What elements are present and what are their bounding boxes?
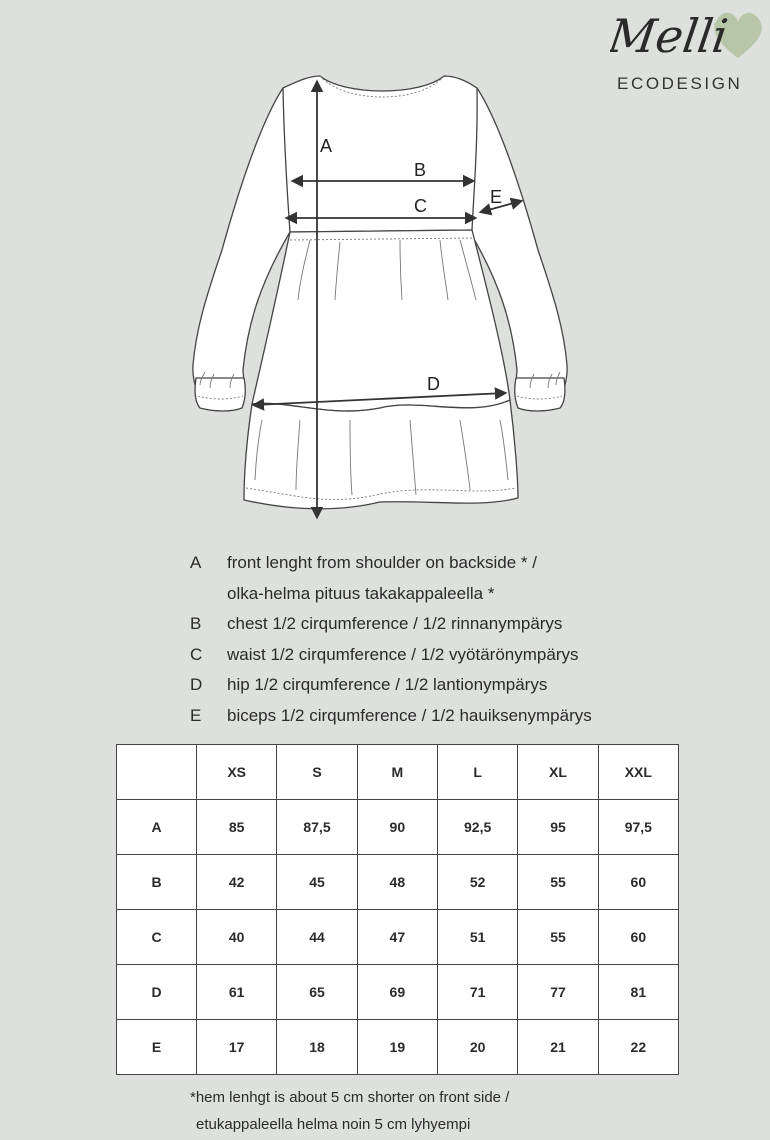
table-cell: 22 (598, 1020, 678, 1075)
legend-text: hip 1/2 cirqumference / 1/2 lantionympärys (227, 675, 548, 694)
size-header: XXL (598, 745, 678, 800)
legend-row (190, 579, 592, 610)
table-cell: 17 (197, 1020, 277, 1075)
legend-row (190, 640, 592, 671)
measurement-legend (190, 548, 592, 731)
skirt-upper-tier (252, 230, 510, 411)
table-cell: 87,5 (277, 800, 357, 855)
legend-key: D (190, 675, 203, 694)
legend-key: C (190, 644, 203, 664)
footnote-line-2: etukappaleella helma noin 5 cm lyhyempi (196, 1116, 471, 1133)
table-cell: 90 (357, 800, 437, 855)
table-cell: 18 (277, 1020, 357, 1075)
table-cell: 51 (437, 910, 517, 965)
legend-text: waist 1/2 cirqumference / 1/2 vyötärönympärys (227, 644, 579, 664)
skirt-lower-tier (244, 400, 518, 509)
row-label: E (117, 1020, 197, 1075)
table-row (117, 965, 679, 1020)
size-header: L (437, 745, 517, 800)
legend-row (190, 701, 592, 732)
bodice (283, 76, 477, 232)
label-e: E (490, 187, 503, 207)
table-cell: 92,5 (437, 800, 517, 855)
table-cell: 44 (277, 910, 357, 965)
signature-text: Melli (610, 9, 732, 63)
label-a: A (320, 136, 333, 156)
row-label: C (117, 910, 197, 965)
table-cell: 77 (518, 965, 598, 1020)
row-label: B (117, 855, 197, 910)
legend-key: A (190, 553, 202, 572)
table-row (117, 855, 679, 910)
brand-subtitle: ECODESIGN (617, 74, 743, 93)
right-cuff (515, 378, 565, 411)
table-cell: 69 (357, 965, 437, 1020)
label-b: B (414, 160, 427, 180)
size-header: XL (518, 745, 598, 800)
table-header-row (117, 745, 679, 800)
legend-text: front lenght from shoulder on backside * / (227, 553, 537, 572)
table-cell: 60 (598, 855, 678, 910)
table-cell: 61 (197, 965, 277, 1020)
table-row (117, 1020, 679, 1075)
legend-key: E (190, 705, 202, 725)
table-cell: 40 (197, 910, 277, 965)
table-row (117, 910, 679, 965)
hem-footnote (190, 1084, 509, 1138)
table-cell: 97,5 (598, 800, 678, 855)
table-cell: 42 (197, 855, 277, 910)
legend-text: olka-helma pituus takakappaleella * (227, 583, 495, 603)
legend-key: B (190, 614, 202, 633)
table-cell: 21 (518, 1020, 598, 1075)
table-cell: 55 (518, 910, 598, 965)
label-d: D (427, 374, 440, 394)
table-cell: 52 (437, 855, 517, 910)
table-cell: 55 (518, 855, 598, 910)
garment-diagram (0, 0, 770, 540)
table-cell: 19 (357, 1020, 437, 1075)
table-cell: 45 (277, 855, 357, 910)
table-cell: 60 (598, 910, 678, 965)
legend-row (190, 548, 592, 579)
legend-row (190, 609, 592, 640)
size-header: M (357, 745, 437, 800)
row-label: D (117, 965, 197, 1020)
table-corner-cell (117, 745, 197, 800)
footnote-line-1: *hem lenhgt is about 5 cm shorter on front side / (190, 1089, 510, 1106)
table-cell: 95 (518, 800, 598, 855)
table-cell: 65 (277, 965, 357, 1020)
table-cell: 20 (437, 1020, 517, 1075)
table-cell: 47 (357, 910, 437, 965)
legend-text: chest 1/2 cirqumference / 1/2 rinnanympärys (227, 614, 563, 633)
row-label: A (117, 800, 197, 855)
table-cell: 71 (437, 965, 517, 1020)
legend-text: biceps 1/2 cirqumference / 1/2 hauiksenympärys (227, 705, 592, 725)
legend-key (190, 579, 227, 610)
table-cell: 85 (197, 800, 277, 855)
left-cuff (195, 378, 245, 411)
table-cell: 81 (598, 965, 678, 1020)
size-table (116, 744, 679, 1075)
table-row (117, 800, 679, 855)
table-cell: 48 (357, 855, 437, 910)
legend-row (190, 670, 592, 701)
size-header: S (277, 745, 357, 800)
size-header: XS (197, 745, 277, 800)
label-c: C (414, 196, 427, 216)
